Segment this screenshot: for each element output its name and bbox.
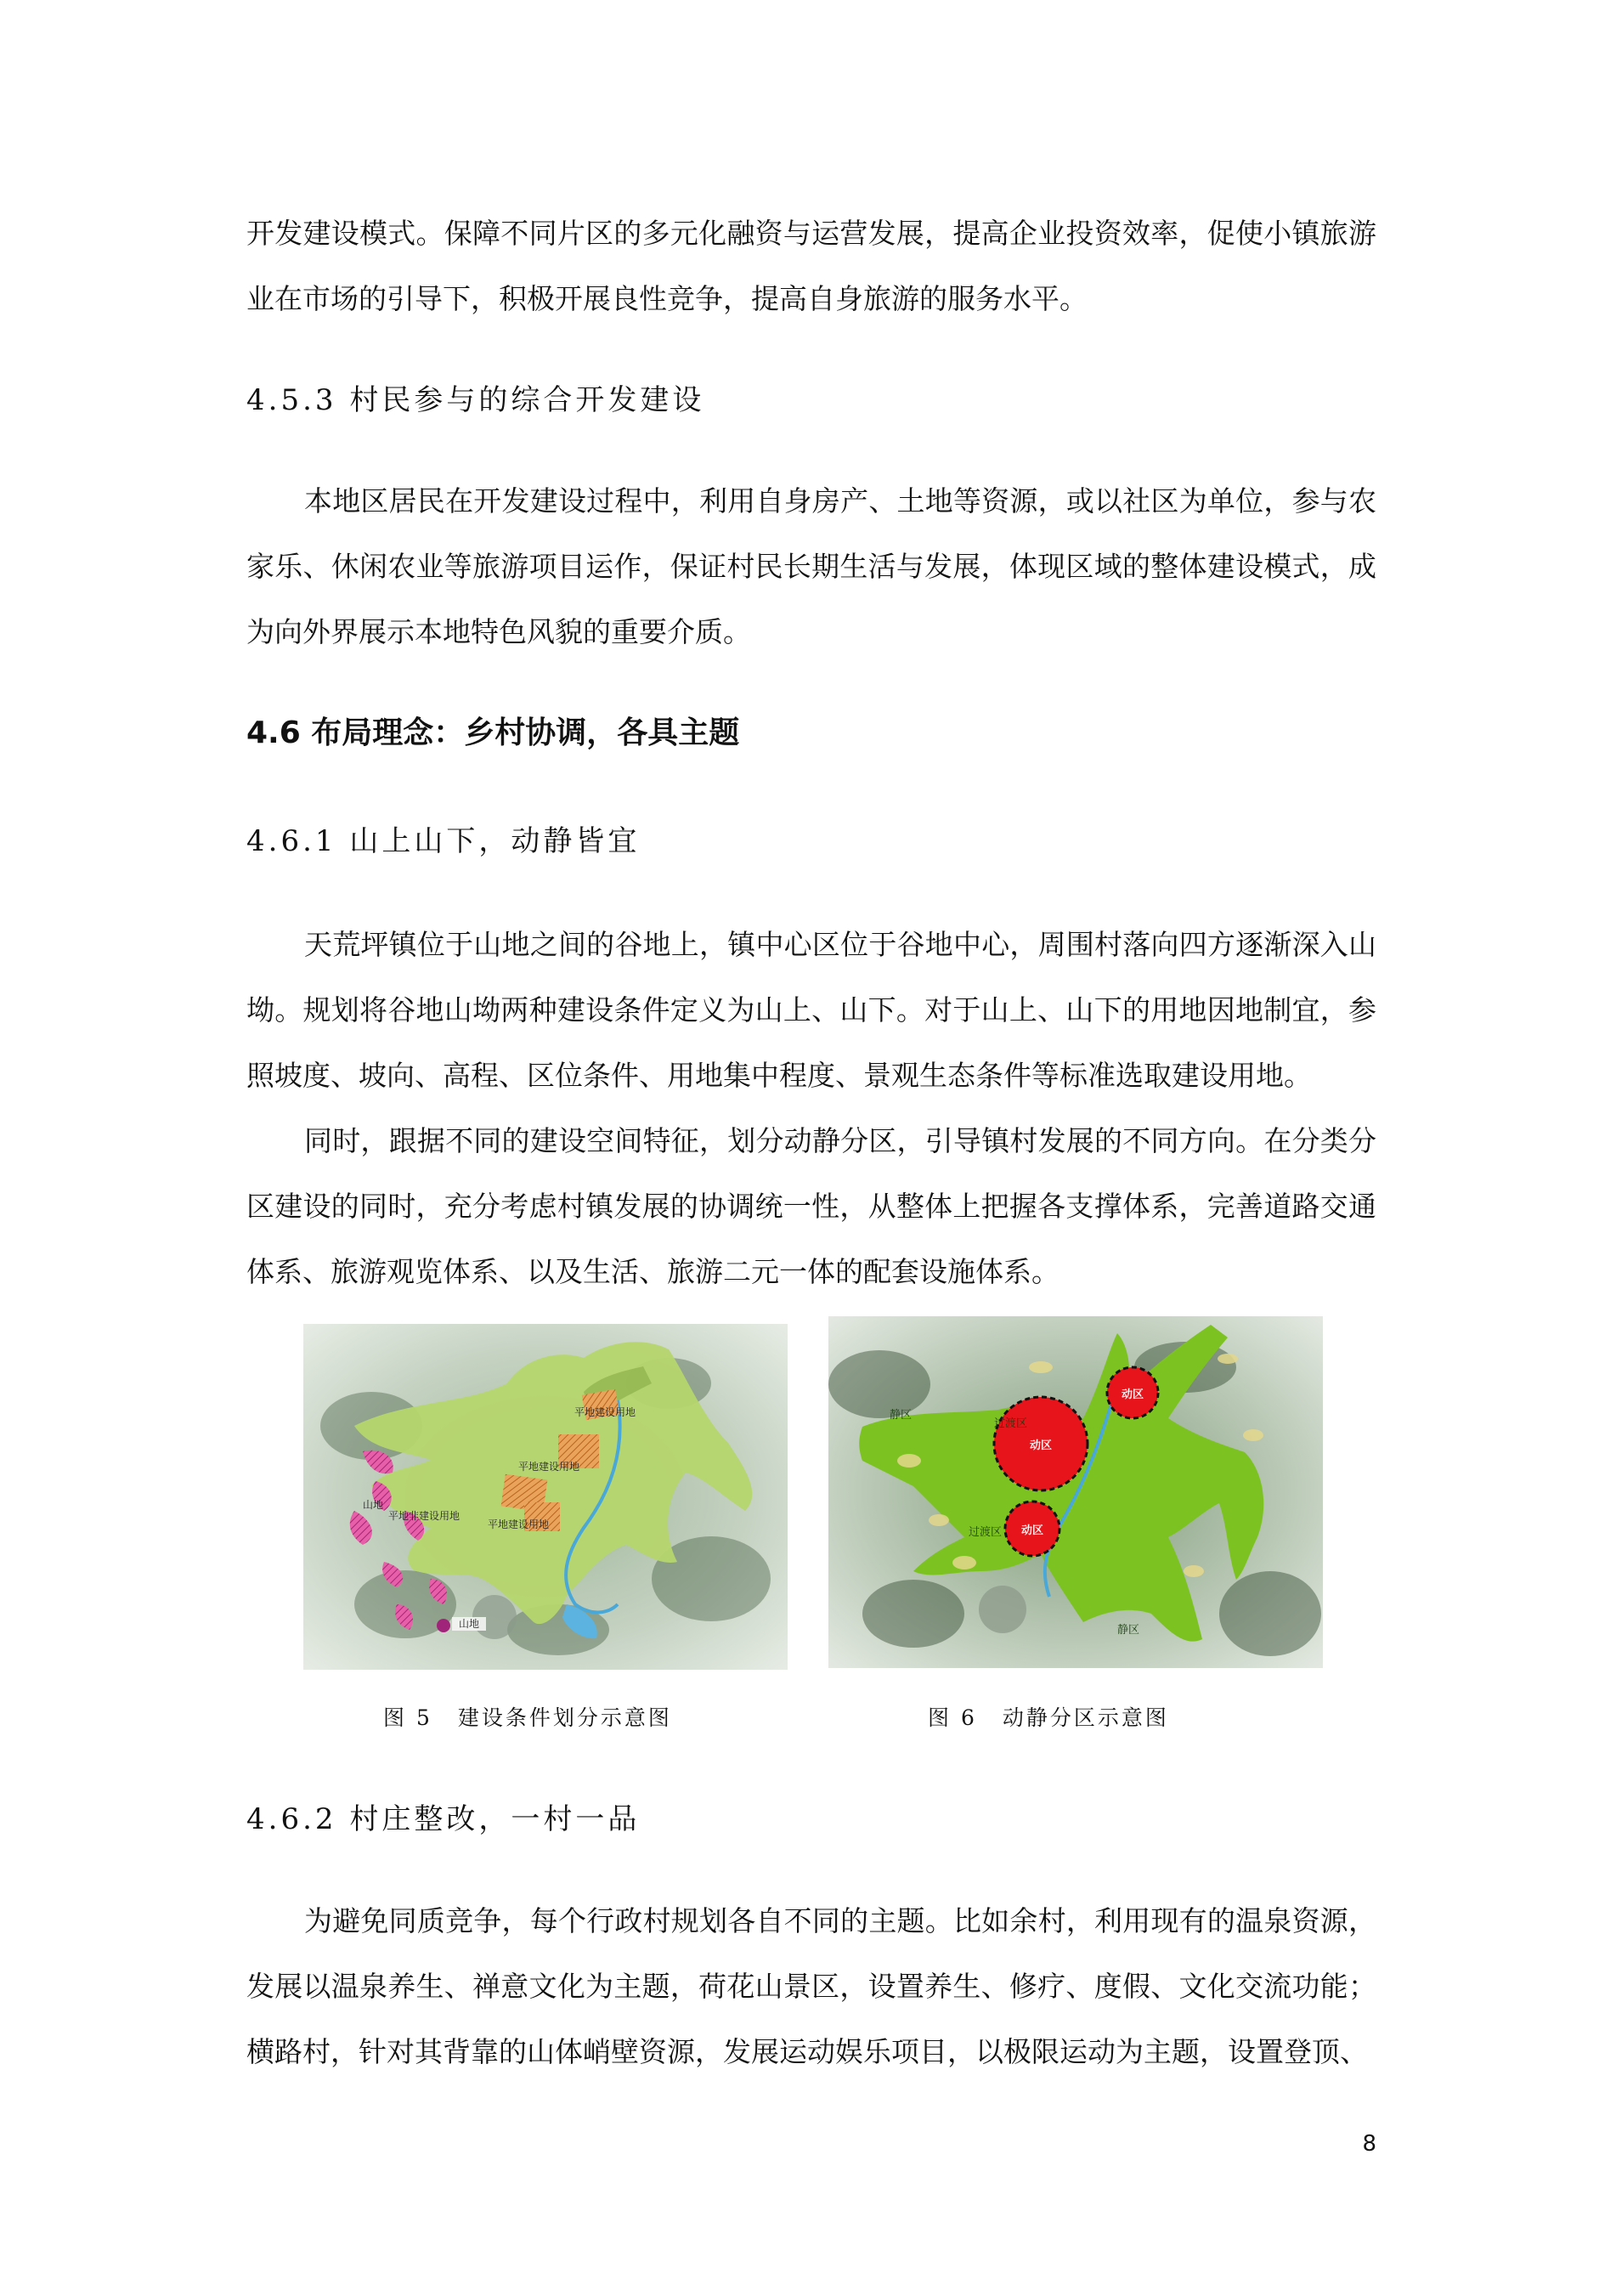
figure-6-map xyxy=(828,1316,1323,1668)
fig5-label-mountain2: 山地 xyxy=(459,1618,480,1630)
fig6-label-jing1: 静区 xyxy=(890,1409,913,1422)
section-paragraph-4-6-1-a xyxy=(246,912,1376,1108)
section-heading-4-5-3 xyxy=(246,380,1376,421)
section-heading-4-6-2 xyxy=(246,1799,1376,1840)
fig6-label-guodu2: 过渡区 xyxy=(969,1526,1003,1539)
paragraph-text: 天荒坪镇位于山地之间的谷地上，镇中心区位于谷地中心，周围村落向四方逐渐深入山坳。规划将谷地山坳两种建设条件定义为山上、山下。对于山上、山下的用地因地制宜，参照坡度、坡向、高程、区位条件、用地集中程度、景观生态条件等标准选取建设用地。 xyxy=(246,928,1376,1092)
heading-text: 4.6.2 村庄整改，一村一品 xyxy=(246,1802,641,1836)
fig5-label-mountain1: 山地 xyxy=(363,1499,384,1511)
figure-5-caption xyxy=(383,1701,672,1732)
section-paragraph-4-6-1-b xyxy=(246,1108,1376,1304)
section-paragraph-4-5-3 xyxy=(246,468,1376,664)
paragraph-text: 为避免同质竞争，每个行政村规划各自不同的主题。比如余村，利用现有的温泉资源，发展以温泉养生、禅意文化为主题，荷花山景区，设置养生、修疗、度假、文化交流功能；横路村，针对其背靠的山体峭壁资源，发展运动娱乐项目，以极限运动为主题，设置登顶、 xyxy=(246,1904,1376,2068)
fig6-label-dong2: 动区 xyxy=(1122,1388,1144,1401)
figure-number: 图 5 xyxy=(383,1705,432,1730)
fig5-label-flat2: 平地建设用地 xyxy=(518,1461,580,1473)
fig5-label-flat3: 平地建设用地 xyxy=(488,1518,550,1530)
section-heading-4-6-1 xyxy=(246,821,1376,862)
heading-text: 4.6.1 山上山下，动静皆宜 xyxy=(246,824,641,858)
fig6-label-dong3: 动区 xyxy=(1021,1524,1044,1537)
paragraph-text: 开发建设模式。保障不同片区的多元化融资与运营发展，提高企业投资效率，促使小镇旅游业在市场的引导下，积极开展良性竞争，提高自身旅游的服务水平。 xyxy=(246,217,1376,315)
paragraph-text: 本地区居民在开发建设过程中，利用自身房产、土地等资源，或以社区为单位，参与农家乐、休闲农业等旅游项目运作，保证村民长期生活与发展，体现区域的整体建设模式，成为向外界展示本地特色风貌的重要介质。 xyxy=(246,484,1376,648)
heading-text: 4.5.3 村民参与的综合开发建设 xyxy=(246,383,705,417)
figure-6-caption xyxy=(928,1701,1169,1732)
figure-caption-text: 动静分区示意图 xyxy=(1002,1705,1169,1730)
fig5-label-flat-non: 平地非建设用地 xyxy=(388,1510,461,1522)
page-number: 8 xyxy=(1362,2131,1376,2157)
section-heading-4-6 xyxy=(246,712,1376,755)
figure-5-map xyxy=(303,1324,788,1670)
figure-number: 图 6 xyxy=(928,1705,977,1730)
fig6-label-dong1: 动区 xyxy=(1030,1439,1053,1452)
top-paragraph xyxy=(246,201,1376,331)
heading-text: 4.6 布局理念：乡村协调，各具主题 xyxy=(246,715,740,750)
fig5-label-flat1: 平地建设用地 xyxy=(574,1406,636,1418)
paragraph-text: 同时，跟据不同的建设空间特征，划分动静分区，引导镇村发展的不同方向。在分类分区建设的同时，充分考虑村镇发展的协调统一性，从整体上把握各支撑体系，完善道路交通体系、旅游观览体系、以及生活、旅游二元一体的配套设施体系。 xyxy=(246,1124,1376,1288)
section-paragraph-4-6-2 xyxy=(246,1888,1376,2084)
fig6-label-jing2: 静区 xyxy=(1117,1624,1140,1637)
fig6-label-guodu1: 过渡区 xyxy=(994,1417,1028,1430)
figure-caption-text: 建设条件划分示意图 xyxy=(457,1705,672,1730)
